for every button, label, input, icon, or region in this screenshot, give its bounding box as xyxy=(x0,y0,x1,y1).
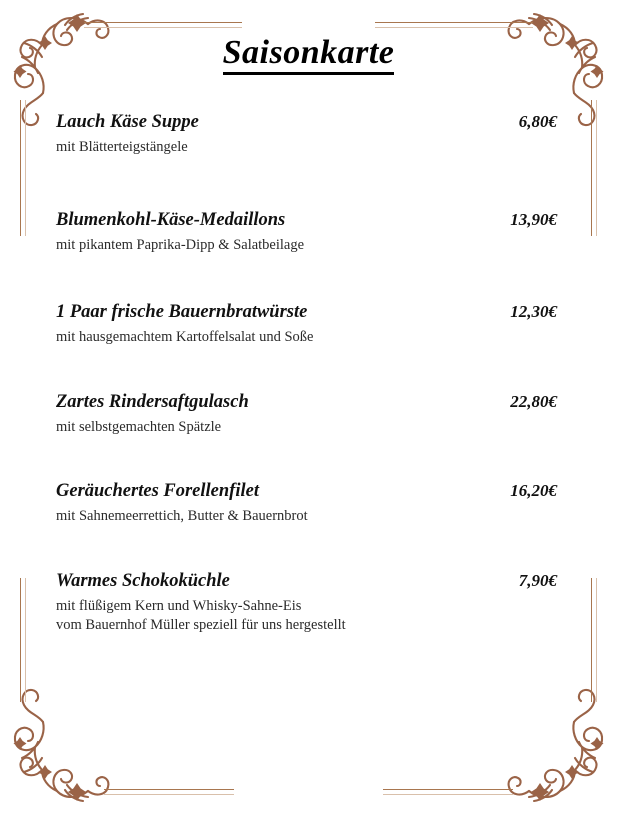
menu-item-description-line: mit Sahnemeerrettich, Butter & Bauernbrot xyxy=(56,508,308,525)
flourish-corner-ornament-bottom-right-icon xyxy=(485,683,615,813)
menu-item-description xyxy=(56,418,561,438)
menu-item-name: Zartes Rindersaftgulasch xyxy=(56,391,249,412)
menu-item-price: 6,80€ xyxy=(518,112,557,131)
menu-item-header xyxy=(56,481,561,502)
frame-rule-top-right xyxy=(375,22,533,28)
menu-item-description xyxy=(56,328,561,348)
menu-item xyxy=(56,210,561,256)
menu-item-description-line: mit pikantem Paprika-Dipp & Salatbeilage xyxy=(56,236,305,253)
menu-item-name: Blumenkohl-Käse-Medaillons xyxy=(56,209,286,230)
menu-item-description xyxy=(56,507,561,527)
menu-item-name: Lauch Käse Suppe xyxy=(56,112,199,132)
menu-item xyxy=(56,302,561,348)
frame-rule-bottom-right xyxy=(383,789,513,795)
menu-item-header xyxy=(56,210,561,231)
menu-item-price: 7,90€ xyxy=(518,570,557,590)
menu-item-description-line: mit selbstgemachten Spätzle xyxy=(56,418,222,435)
menu-item-name: 1 Paar frische Bauernbratwürste xyxy=(56,302,308,323)
menu-item-price: 16,20€ xyxy=(510,481,557,501)
menu-item-header xyxy=(56,112,561,133)
menu-item xyxy=(56,481,561,527)
menu-content xyxy=(0,34,617,636)
menu-item-header xyxy=(56,571,561,592)
menu-item-description xyxy=(56,138,561,158)
menu-item-description xyxy=(56,597,561,636)
frame-rule-bottom-left xyxy=(104,789,234,795)
menu-item xyxy=(56,392,561,438)
menu-item-description-line: mit flüßigem Kern und Whisky-Sahne-Eis xyxy=(56,597,302,614)
menu-item-header xyxy=(56,392,561,413)
flourish-corner-ornament-bottom-left-icon xyxy=(2,683,132,813)
menu-item-description-line: vom Bauernhof Müller speziell für uns hergestellt xyxy=(56,617,346,634)
menu-item-description-line: mit hausgemachtem Kartoffelsalat und Soße xyxy=(56,329,314,346)
page-title-text: Saisonkarte xyxy=(223,34,395,75)
menu-item-price: 13,90€ xyxy=(510,209,557,229)
menu-item-description xyxy=(56,236,561,256)
menu-item-name: Geräuchertes Forellenfilet xyxy=(56,481,259,502)
menu-item-header xyxy=(56,302,561,323)
menu-item-name: Warmes Schokoküchle xyxy=(56,570,230,591)
menu-item-description-line: mit Blätterteigstängele xyxy=(56,139,188,155)
menu-item xyxy=(56,571,561,636)
menu-item xyxy=(56,112,561,158)
menu-item-price: 22,80€ xyxy=(510,391,557,411)
page-title xyxy=(56,34,561,72)
menu-item-price: 12,30€ xyxy=(510,302,557,322)
menu-item-list xyxy=(56,112,561,636)
frame-rule-top-left xyxy=(84,22,242,28)
